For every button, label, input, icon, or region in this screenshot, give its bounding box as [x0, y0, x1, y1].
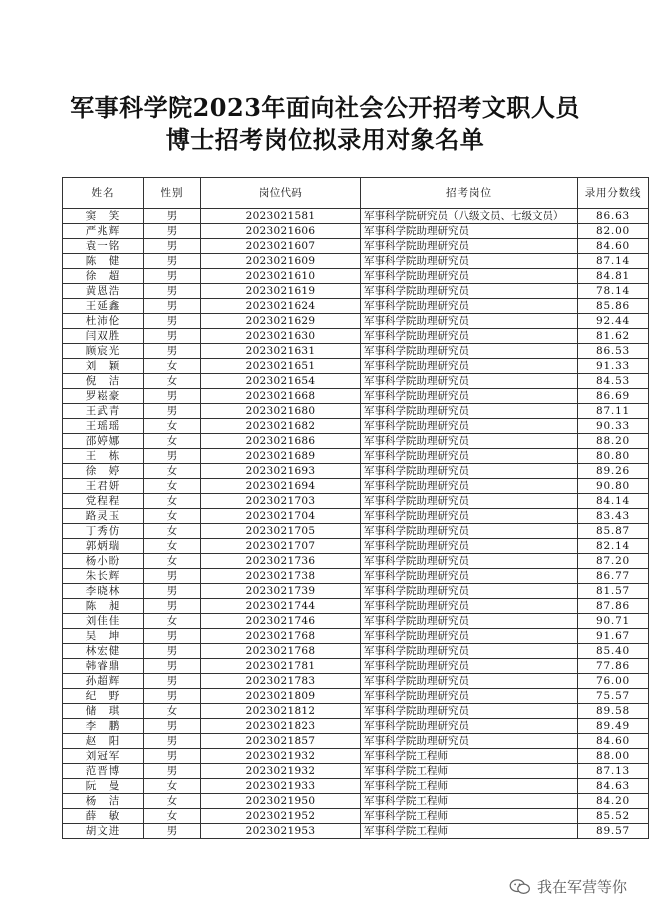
cell-position: 军事科学院助理研究员 [361, 269, 578, 284]
cell-gender: 男 [144, 329, 201, 344]
cell-name: 薛 敏 [63, 809, 144, 824]
cell-score: 84.81 [578, 269, 649, 284]
table-row [63, 644, 649, 659]
table-row [63, 374, 649, 389]
table-row [63, 629, 649, 644]
cell-score: 89.58 [578, 704, 649, 719]
cell-position: 军事科学院助理研究员 [361, 704, 578, 719]
cell-name: 倪 洁 [63, 374, 144, 389]
cell-position-code: 2023021746 [201, 614, 361, 629]
cell-position: 军事科学院助理研究员 [361, 644, 578, 659]
cell-score: 88.00 [578, 749, 649, 764]
cell-name: 王 栋 [63, 449, 144, 464]
cell-gender: 女 [144, 494, 201, 509]
cell-position-code: 2023021651 [201, 359, 361, 374]
cell-score: 89.49 [578, 719, 649, 734]
cell-gender: 男 [144, 749, 201, 764]
table-header-row [63, 178, 649, 209]
cell-name: 杨小盼 [63, 554, 144, 569]
cell-position: 军事科学院助理研究员 [361, 584, 578, 599]
cell-position: 军事科学院助理研究员 [361, 614, 578, 629]
cell-position: 军事科学院工程师 [361, 794, 578, 809]
cell-score: 86.77 [578, 569, 649, 584]
cell-name: 胡文进 [63, 824, 144, 839]
cell-position: 军事科学院助理研究员 [361, 449, 578, 464]
cell-gender: 女 [144, 794, 201, 809]
cell-gender: 男 [144, 659, 201, 674]
cell-position-code: 2023021610 [201, 269, 361, 284]
table-row [63, 479, 649, 494]
table-row [63, 359, 649, 374]
cell-score: 86.63 [578, 209, 649, 224]
cell-position: 军事科学院工程师 [361, 809, 578, 824]
cell-gender: 男 [144, 224, 201, 239]
cell-position-code: 2023021768 [201, 644, 361, 659]
cell-score: 87.11 [578, 404, 649, 419]
cell-position-code: 2023021736 [201, 554, 361, 569]
cell-position: 军事科学院助理研究员 [361, 464, 578, 479]
cell-name: 李晓林 [63, 584, 144, 599]
cell-name: 刘 颖 [63, 359, 144, 374]
cell-position-code: 2023021783 [201, 674, 361, 689]
cell-position: 军事科学院助理研究员 [361, 374, 578, 389]
cell-score: 84.60 [578, 734, 649, 749]
cell-score: 80.80 [578, 449, 649, 464]
cell-score: 76.00 [578, 674, 649, 689]
cell-gender: 男 [144, 719, 201, 734]
cell-name: 储 琪 [63, 704, 144, 719]
cell-score: 84.63 [578, 779, 649, 794]
cell-name: 王武青 [63, 404, 144, 419]
cell-position-code: 2023021630 [201, 329, 361, 344]
table-row [63, 584, 649, 599]
cell-score: 85.40 [578, 644, 649, 659]
cell-gender: 女 [144, 464, 201, 479]
cell-gender: 男 [144, 269, 201, 284]
document-title: 军事科学院2023年面向社会公开招考文职人员 [70, 93, 580, 122]
table-row [63, 689, 649, 704]
cell-position: 军事科学院助理研究员 [361, 734, 578, 749]
cell-position: 军事科学院工程师 [361, 779, 578, 794]
admission-list-table [62, 177, 649, 839]
cell-gender: 男 [144, 299, 201, 314]
cell-name: 罗崧豪 [63, 389, 144, 404]
cell-gender: 男 [144, 389, 201, 404]
cell-position: 军事科学院助理研究员 [361, 599, 578, 614]
cell-gender: 女 [144, 779, 201, 794]
cell-position-code: 2023021781 [201, 659, 361, 674]
table-row [63, 224, 649, 239]
cell-position-code: 2023021607 [201, 239, 361, 254]
cell-name: 严兆辉 [63, 224, 144, 239]
table-row [63, 719, 649, 734]
header-gender: 性别 [144, 178, 201, 209]
table-row [63, 824, 649, 839]
cell-position-code: 2023021932 [201, 764, 361, 779]
table-row [63, 209, 649, 224]
cell-gender: 女 [144, 554, 201, 569]
table-row [63, 329, 649, 344]
cell-position-code: 2023021619 [201, 284, 361, 299]
cell-position-code: 2023021629 [201, 314, 361, 329]
cell-gender: 女 [144, 539, 201, 554]
cell-score: 87.86 [578, 599, 649, 614]
cell-position-code: 2023021705 [201, 524, 361, 539]
table-row [63, 614, 649, 629]
table-row [63, 254, 649, 269]
cell-gender: 男 [144, 689, 201, 704]
cell-position-code: 2023021693 [201, 464, 361, 479]
table-row [63, 344, 649, 359]
cell-position: 军事科学院助理研究员 [361, 344, 578, 359]
cell-score: 86.69 [578, 389, 649, 404]
cell-gender: 女 [144, 809, 201, 824]
cell-position-code: 2023021950 [201, 794, 361, 809]
cell-position: 军事科学院助理研究员 [361, 329, 578, 344]
cell-score: 84.14 [578, 494, 649, 509]
table-row [63, 494, 649, 509]
cell-score: 85.86 [578, 299, 649, 314]
cell-name: 王瑶瑶 [63, 419, 144, 434]
cell-gender: 男 [144, 254, 201, 269]
cell-score: 77.86 [578, 659, 649, 674]
table-row [63, 389, 649, 404]
cell-position: 军事科学院助理研究员 [361, 524, 578, 539]
cell-name: 纪 野 [63, 689, 144, 704]
cell-score: 90.80 [578, 479, 649, 494]
cell-position-code: 2023021812 [201, 704, 361, 719]
cell-position: 军事科学院助理研究员 [361, 674, 578, 689]
table-row [63, 239, 649, 254]
cell-gender: 女 [144, 524, 201, 539]
cell-position-code: 2023021768 [201, 629, 361, 644]
table-row [63, 434, 649, 449]
cell-name: 窦 笑 [63, 209, 144, 224]
cell-name: 黄恩浩 [63, 284, 144, 299]
cell-position: 军事科学院助理研究员 [361, 224, 578, 239]
table-row [63, 734, 649, 749]
cell-score: 92.44 [578, 314, 649, 329]
cell-score: 82.14 [578, 539, 649, 554]
cell-gender: 男 [144, 674, 201, 689]
table-row [63, 419, 649, 434]
cell-score: 89.26 [578, 464, 649, 479]
cell-name: 阮 曼 [63, 779, 144, 794]
cell-name: 丁秀仿 [63, 524, 144, 539]
cell-position-code: 2023021686 [201, 434, 361, 449]
cell-position: 军事科学院助理研究员 [361, 659, 578, 674]
cell-position: 军事科学院助理研究员 [361, 569, 578, 584]
cell-score: 89.57 [578, 824, 649, 839]
cell-gender: 男 [144, 284, 201, 299]
cell-position-code: 2023021932 [201, 749, 361, 764]
cell-name: 徐 超 [63, 269, 144, 284]
cell-position-code: 2023021933 [201, 779, 361, 794]
table-row [63, 524, 649, 539]
cell-score: 83.43 [578, 509, 649, 524]
table-row [63, 539, 649, 554]
cell-position-code: 2023021823 [201, 719, 361, 734]
cell-position: 军事科学院助理研究员 [361, 434, 578, 449]
cell-position: 军事科学院助理研究员 [361, 404, 578, 419]
table-row [63, 509, 649, 524]
cell-score: 87.20 [578, 554, 649, 569]
cell-name: 李 鹏 [63, 719, 144, 734]
cell-gender: 女 [144, 509, 201, 524]
cell-position: 军事科学院研究员（八级文员、七级文员） [361, 209, 578, 224]
header-position: 招考岗位 [361, 178, 578, 209]
cell-name: 朱长辉 [63, 569, 144, 584]
cell-name: 林宏健 [63, 644, 144, 659]
cell-gender: 男 [144, 314, 201, 329]
table-row [63, 809, 649, 824]
table-row [63, 554, 649, 569]
cell-position: 军事科学院助理研究员 [361, 239, 578, 254]
cell-name: 陈 健 [63, 254, 144, 269]
cell-name: 顾宸光 [63, 344, 144, 359]
header-score: 录用分数线 [578, 178, 649, 209]
table-row [63, 314, 649, 329]
table-row [63, 764, 649, 779]
cell-name: 党程程 [63, 494, 144, 509]
cell-gender: 男 [144, 599, 201, 614]
cell-score: 87.14 [578, 254, 649, 269]
cell-name: 赵 阳 [63, 734, 144, 749]
cell-position: 军事科学院助理研究员 [361, 509, 578, 524]
wechat-icon [509, 879, 531, 895]
cell-name: 郭炳瑞 [63, 539, 144, 554]
table-row [63, 464, 649, 479]
cell-position: 军事科学院助理研究员 [361, 719, 578, 734]
cell-name: 徐 婷 [63, 464, 144, 479]
cell-position-code: 2023021609 [201, 254, 361, 269]
cell-position-code: 2023021680 [201, 404, 361, 419]
cell-position-code: 2023021857 [201, 734, 361, 749]
cell-score: 90.71 [578, 614, 649, 629]
header-name: 姓名 [63, 178, 144, 209]
cell-position-code: 2023021606 [201, 224, 361, 239]
cell-position: 军事科学院助理研究员 [361, 359, 578, 374]
cell-score: 84.60 [578, 239, 649, 254]
cell-position-code: 2023021809 [201, 689, 361, 704]
cell-position: 军事科学院助理研究员 [361, 419, 578, 434]
cell-gender: 女 [144, 374, 201, 389]
cell-gender: 男 [144, 584, 201, 599]
cell-name: 路灵玉 [63, 509, 144, 524]
cell-position: 军事科学院助理研究员 [361, 389, 578, 404]
cell-position-code: 2023021654 [201, 374, 361, 389]
cell-gender: 男 [144, 404, 201, 419]
table-row [63, 284, 649, 299]
cell-name: 刘冠军 [63, 749, 144, 764]
cell-position: 军事科学院助理研究员 [361, 629, 578, 644]
cell-gender: 男 [144, 209, 201, 224]
cell-name: 刘佳佳 [63, 614, 144, 629]
cell-score: 82.00 [578, 224, 649, 239]
cell-gender: 男 [144, 734, 201, 749]
cell-position-code: 2023021707 [201, 539, 361, 554]
cell-gender: 男 [144, 764, 201, 779]
cell-name: 王延鑫 [63, 299, 144, 314]
table-row [63, 599, 649, 614]
cell-position-code: 2023021704 [201, 509, 361, 524]
cell-position-code: 2023021694 [201, 479, 361, 494]
cell-score: 81.57 [578, 584, 649, 599]
cell-gender: 男 [144, 569, 201, 584]
cell-gender: 男 [144, 644, 201, 659]
table-row [63, 794, 649, 809]
cell-position-code: 2023021744 [201, 599, 361, 614]
cell-position: 军事科学院助理研究员 [361, 254, 578, 269]
cell-position: 军事科学院助理研究员 [361, 299, 578, 314]
cell-name: 闫双胜 [63, 329, 144, 344]
cell-position-code: 2023021682 [201, 419, 361, 434]
cell-name: 陈 昶 [63, 599, 144, 614]
cell-position-code: 2023021668 [201, 389, 361, 404]
table-row [63, 749, 649, 764]
table-row [63, 704, 649, 719]
cell-gender: 男 [144, 824, 201, 839]
table-row [63, 269, 649, 284]
cell-position: 军事科学院助理研究员 [361, 284, 578, 299]
cell-name: 袁一铭 [63, 239, 144, 254]
cell-gender: 男 [144, 344, 201, 359]
cell-score: 84.53 [578, 374, 649, 389]
document-subtitle: 博士招考岗位拟录用对象名单 [165, 125, 485, 154]
cell-position-code: 2023021952 [201, 809, 361, 824]
cell-name: 邵婷娜 [63, 434, 144, 449]
cell-gender: 男 [144, 449, 201, 464]
cell-score: 81.62 [578, 329, 649, 344]
cell-score: 91.67 [578, 629, 649, 644]
cell-position: 军事科学院助理研究员 [361, 539, 578, 554]
table-row [63, 299, 649, 314]
cell-gender: 男 [144, 239, 201, 254]
cell-position-code: 2023021738 [201, 569, 361, 584]
table-row [63, 449, 649, 464]
cell-gender: 女 [144, 704, 201, 719]
cell-gender: 女 [144, 434, 201, 449]
table-row [63, 404, 649, 419]
cell-position: 军事科学院工程师 [361, 749, 578, 764]
cell-name: 吴 坤 [63, 629, 144, 644]
cell-position: 军事科学院工程师 [361, 764, 578, 779]
cell-name: 王君妍 [63, 479, 144, 494]
cell-position: 军事科学院助理研究员 [361, 494, 578, 509]
table-body [63, 209, 649, 839]
cell-position-code: 2023021631 [201, 344, 361, 359]
cell-score: 85.52 [578, 809, 649, 824]
watermark-text: 我在军营等你 [537, 878, 628, 896]
cell-position-code: 2023021581 [201, 209, 361, 224]
cell-score: 85.87 [578, 524, 649, 539]
cell-gender: 女 [144, 359, 201, 374]
cell-gender: 女 [144, 419, 201, 434]
cell-score: 91.33 [578, 359, 649, 374]
cell-score: 75.57 [578, 689, 649, 704]
cell-position-code: 2023021953 [201, 824, 361, 839]
cell-name: 孙超辉 [63, 674, 144, 689]
table-row [63, 779, 649, 794]
cell-name: 范晋博 [63, 764, 144, 779]
table-row [63, 659, 649, 674]
cell-position: 军事科学院助理研究员 [361, 479, 578, 494]
cell-position: 军事科学院助理研究员 [361, 314, 578, 329]
watermark [509, 876, 627, 897]
cell-score: 84.20 [578, 794, 649, 809]
cell-score: 87.13 [578, 764, 649, 779]
table-row [63, 674, 649, 689]
cell-name: 韩睿鼎 [63, 659, 144, 674]
cell-position: 军事科学院助理研究员 [361, 689, 578, 704]
cell-position-code: 2023021689 [201, 449, 361, 464]
cell-score: 88.20 [578, 434, 649, 449]
cell-position: 军事科学院助理研究员 [361, 554, 578, 569]
cell-name: 杨 洁 [63, 794, 144, 809]
cell-position-code: 2023021739 [201, 584, 361, 599]
cell-gender: 女 [144, 479, 201, 494]
table-row [63, 569, 649, 584]
cell-score: 78.14 [578, 284, 649, 299]
cell-name: 杜沛伦 [63, 314, 144, 329]
cell-position-code: 2023021624 [201, 299, 361, 314]
cell-position: 军事科学院工程师 [361, 824, 578, 839]
cell-score: 86.53 [578, 344, 649, 359]
cell-gender: 女 [144, 614, 201, 629]
cell-gender: 男 [144, 629, 201, 644]
header-position-code: 岗位代码 [201, 178, 361, 209]
cell-score: 90.33 [578, 419, 649, 434]
cell-position-code: 2023021703 [201, 494, 361, 509]
